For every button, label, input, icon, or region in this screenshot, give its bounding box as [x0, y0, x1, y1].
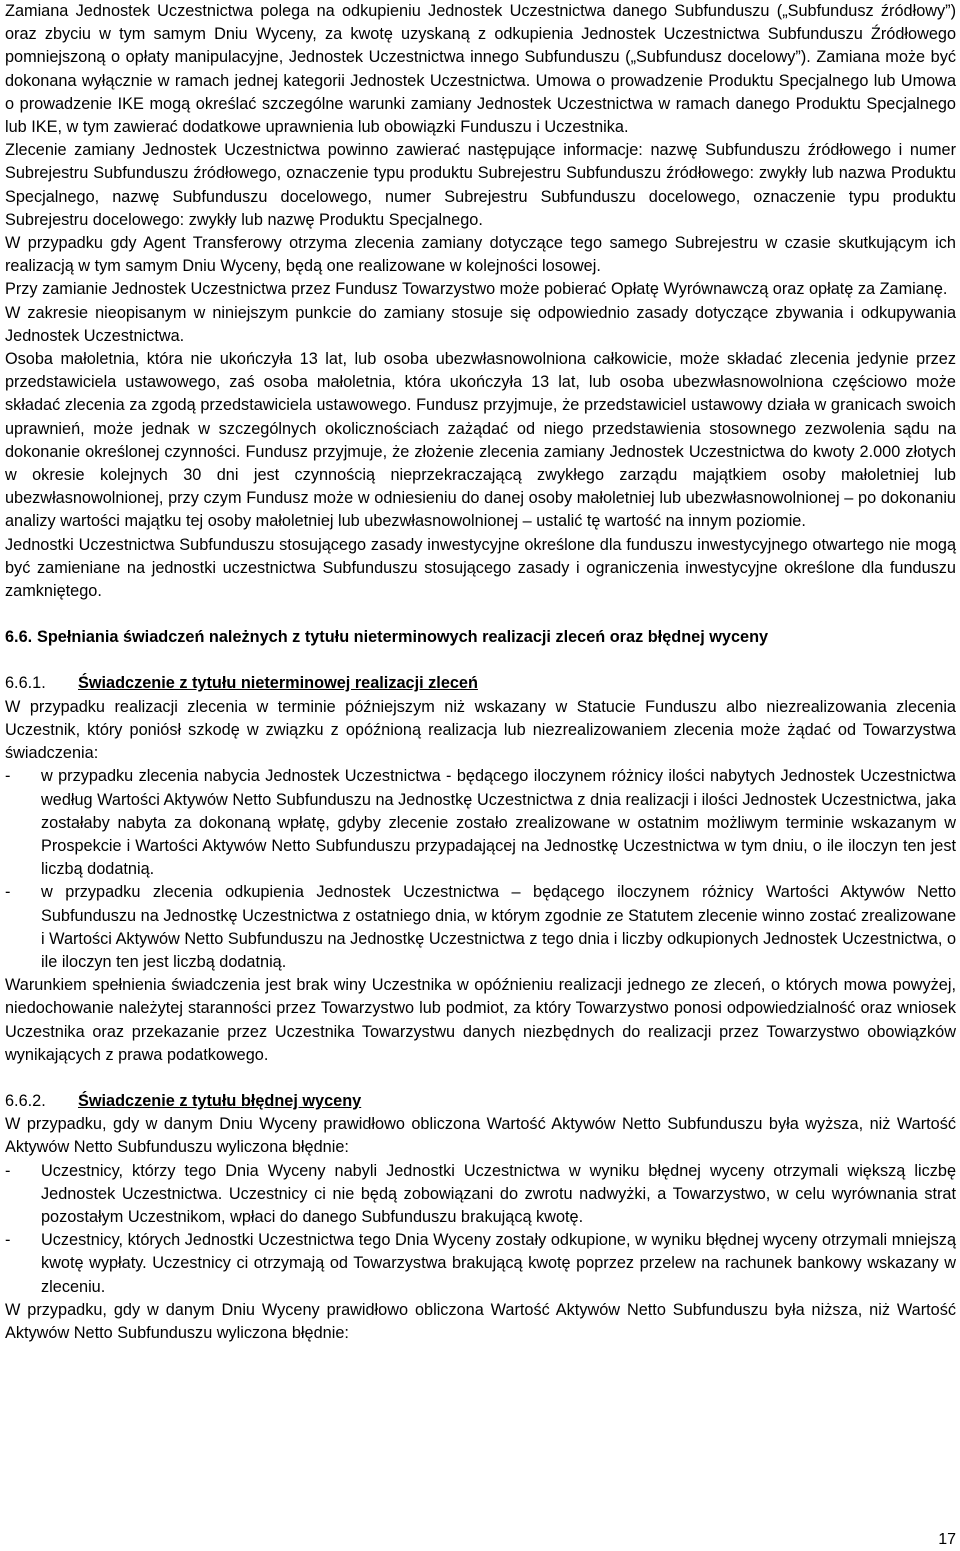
list-item-text: Uczestnicy, którzy tego Dnia Wyceny nabyli Jednostki Uczestnictwa w wyniku błędnej wyceny otrzymali większą liczbę Jednostek Uczestnictwa. Uczestnicy ci nie będą zobowiązani do zwrotu nadwyżki, a Towarzystwo, w celu wyrównania strat pozostałym Uczestnikom, wpłaci do danego Subfunduszu brakującą kwotę.	[41, 1161, 956, 1226]
section-heading-6-6	[5, 626, 956, 649]
list-item	[5, 1160, 956, 1230]
page-number: 17	[938, 1531, 956, 1548]
paragraph: Przy zamianie Jednostek Uczestnictwa przez Fundusz Towarzystwo może pobierać Opłatę Wyrównawczą oraz opłatę za Zamianę.	[5, 280, 948, 299]
section-number: 6.6.1.	[5, 674, 46, 693]
document-page	[5, 0, 956, 1345]
list-item	[5, 765, 956, 881]
section-heading-6-6-2	[5, 1090, 956, 1113]
section-title: Świadczenie z tytułu nieterminowej realizacji zleceń	[78, 674, 478, 693]
section-title: Świadczenie z tytułu błędnej wyceny	[78, 1091, 362, 1110]
paragraph: W przypadku, gdy w danym Dniu Wyceny prawidłowo obliczona Wartość Aktywów Netto Subfunduszu była wyższa, niż Wartość Aktywów Netto Subfunduszu wyliczona błędnie:	[5, 1115, 956, 1157]
paragraph: Jednostki Uczestnictwa Subfunduszu stosującego zasady inwestycyjne określone dla funduszu inwestycyjnego otwartego nie mogą być zamieniane na jednostki uczestnictwa Subfunduszu stosującego zasady i ograniczenia inwestycyjne określone dla funduszu zamkniętego.	[5, 535, 956, 601]
section-number: 6.6.	[5, 628, 33, 647]
list-item-text: Uczestnicy, których Jednostki Uczestnictwa tego Dnia Wyceny zostały odkupione, w wyniku błędnej wyceny otrzymali mniejszą kwotę wypłaty. Uczestnicy ci otrzymają od Towarzystwa brakującą kwotę poprzez przelew na rachunek bankowy wskazany w zleceniu.	[41, 1231, 956, 1296]
section-title: Spełniania świadczeń należnych z tytułu nieterminowych realizacji zleceń oraz błędnej wyceny	[37, 628, 769, 647]
section-number: 6.6.2.	[5, 1091, 46, 1110]
paragraph: W przypadku, gdy w danym Dniu Wyceny prawidłowo obliczona Wartość Aktywów Netto Subfunduszu była niższa, niż Wartość Aktywów Netto Subfunduszu wyliczona błędnie:	[5, 1300, 956, 1342]
bullet-dash: -	[5, 767, 11, 786]
list-item-text: w przypadku zlecenia odkupienia Jednostek Uczestnictwa – będącego iloczynem różnicy Wartości Aktywów Netto Subfunduszu na Jednostkę Uczestnictwa z ostatniego dnia, w którym zgodnie ze Statutem zlecenie winno zostać zrealizowane i Wartości Aktywów Netto Subfunduszu na Jednostkę Uczestnictwa z tego dnia i liczby odkupionych Jednostek Uczestnictwa, o ile iloczyn ten jest liczbą dodatnią.	[41, 883, 956, 971]
paragraph: Zlecenie zamiany Jednostek Uczestnictwa powinno zawierać następujące informacje: nazwę Subfunduszu źródłowego i numer Subrejestru Subfunduszu źródłowego, oznaczenie typu produktu Subrejestru Subfunduszu źródłowego: zwykły lub nazwa Produktu Specjalnego, nazwę Subfunduszu docelowego, numer Subrejestru Subfunduszu docelowego, oznaczenie typu produktu Subrejestru docelowego: zwykły lub nazwę Produktu Specjalnego.	[5, 141, 956, 229]
list-item	[5, 1229, 956, 1299]
paragraph: Warunkiem spełnienia świadczenia jest brak winy Uczestnika w opóźnieniu realizacji jednego ze zleceń, o których mowa powyżej, niedochowanie należytej staranności przez Towarzystwo lub podmiot, za który Towarzystwo ponosi odpowiedzialność oraz wniosek Uczestnika oraz przekazanie przez Uczestnika Towarzystwu danych niezbędnych do realizacji przez Towarzystwo obowiązków wynikających z prawa podatkowego.	[5, 976, 956, 1064]
paragraph: Zamiana Jednostek Uczestnictwa polega na odkupieniu Jednostek Uczestnictwa danego Subfunduszu („Subfundusz źródłowy”) oraz zbyciu w tym samym Dniu Wyceny, za kwotę uzyskaną z odkupienia Jednostek Uczestnictwa Subfunduszu Źródłowego pomniejszoną o opłaty manipulacyjne, Jednostek Uczestnictwa innego Subfunduszu („Subfundusz docelowy”). Zamiana może być dokonana wyłącznie w ramach jednej kategorii Jednostek Uczestnictwa. Umowa o prowadzenie Produktu Specjalnego lub Umowa o prowadzenie IKE mogą określać szczególne warunki zamiany Jednostek Uczestnictwa w ramach danego Produktu Specjalnego lub IKE, w tym zawierać dodatkowe uprawnienia lub obowiązki Funduszu i Uczestnika.	[5, 2, 956, 137]
paragraph: W zakresie nieopisanym w niniejszym punkcie do zamiany stosuje się odpowiednio zasady dotyczące zbywania i odkupywania Jednostek Uczestnictwa.	[5, 303, 956, 345]
paragraph: Osoba małoletnia, która nie ukończyła 13 lat, lub osoba ubezwłasnowolniona całkowicie, może składać zlecenia jedynie przez przedstawiciela ustawowego, zaś osoba małoletnia, która ukończyła 13 lat, lub osoba ubezwłasnowolniona częściowo może składać zlecenia za zgodą przedstawiciela ustawowego. Fundusz przyjmuje, że przedstawiciel ustawowy działa w granicach swoich uprawnień, może jednak w szczególnych okolicznościach zażądać od niego przedstawienia stosownego zezwolenia sądu na dokonanie określonej czynności. Fundusz przyjmuje, że złożenie zlecenia zamiany Jednostek Uczestnictwa do kwoty 2.000 złotych w okresie kolejnych 30 dni jest czynnością nieprzekraczającą zwykłego zarządu majątkiem osoby małoletniej lub ubezwłasnowolnionej, przy czym Fundusz może w odniesieniu do danej osoby małoletniej lub ubezwłasnowolnionej – po dokonaniu analizy wartości majątku tej osoby małoletniej lub ubezwłasnowolnionej – ustalić tę wartość na innym poziomie.	[5, 350, 956, 531]
list-item	[5, 881, 956, 974]
bullet-dash: -	[5, 883, 11, 902]
bullet-dash: -	[5, 1231, 11, 1250]
list-item-text: w przypadku zlecenia nabycia Jednostek Uczestnictwa - będącego iloczynem różnicy ilości nabytych Jednostek Uczestnictwa według Wartości Aktywów Netto Subfunduszu na Jednostkę Uczestnictwa z dnia realizacji i ilości Jednostek Uczestnictwa, jaka zostałaby nabyta za dokonaną wpłatę, gdyby zlecenie zostało zrealizowane w ostatnim możliwym terminie wskazanym w Prospekcie i Wartości Aktywów Netto Subfunduszu przypadającej na Jednostkę Uczestnictwa w tym dniu, o ile iloczyn ten jest liczbą dodatnią.	[41, 767, 956, 879]
paragraph: W przypadku realizacji zlecenia w terminie późniejszym niż wskazany w Statucie Funduszu albo niezrealizowania zlecenia Uczestnik, który poniósł szkodę w związku z opóźnioną realizacja lub niezrealizowaniem zlecenia może żądać od Towarzystwa świadczenia:	[5, 697, 956, 763]
bullet-dash: -	[5, 1161, 11, 1180]
section-heading-6-6-1	[5, 672, 956, 695]
paragraph: W przypadku gdy Agent Transferowy otrzyma zlecenia zamiany dotyczące tego samego Subrejestru w czasie skutkującym ich realizacją w tym samym Dniu Wyceny, będą one realizowane w kolejności losowej.	[5, 234, 956, 276]
